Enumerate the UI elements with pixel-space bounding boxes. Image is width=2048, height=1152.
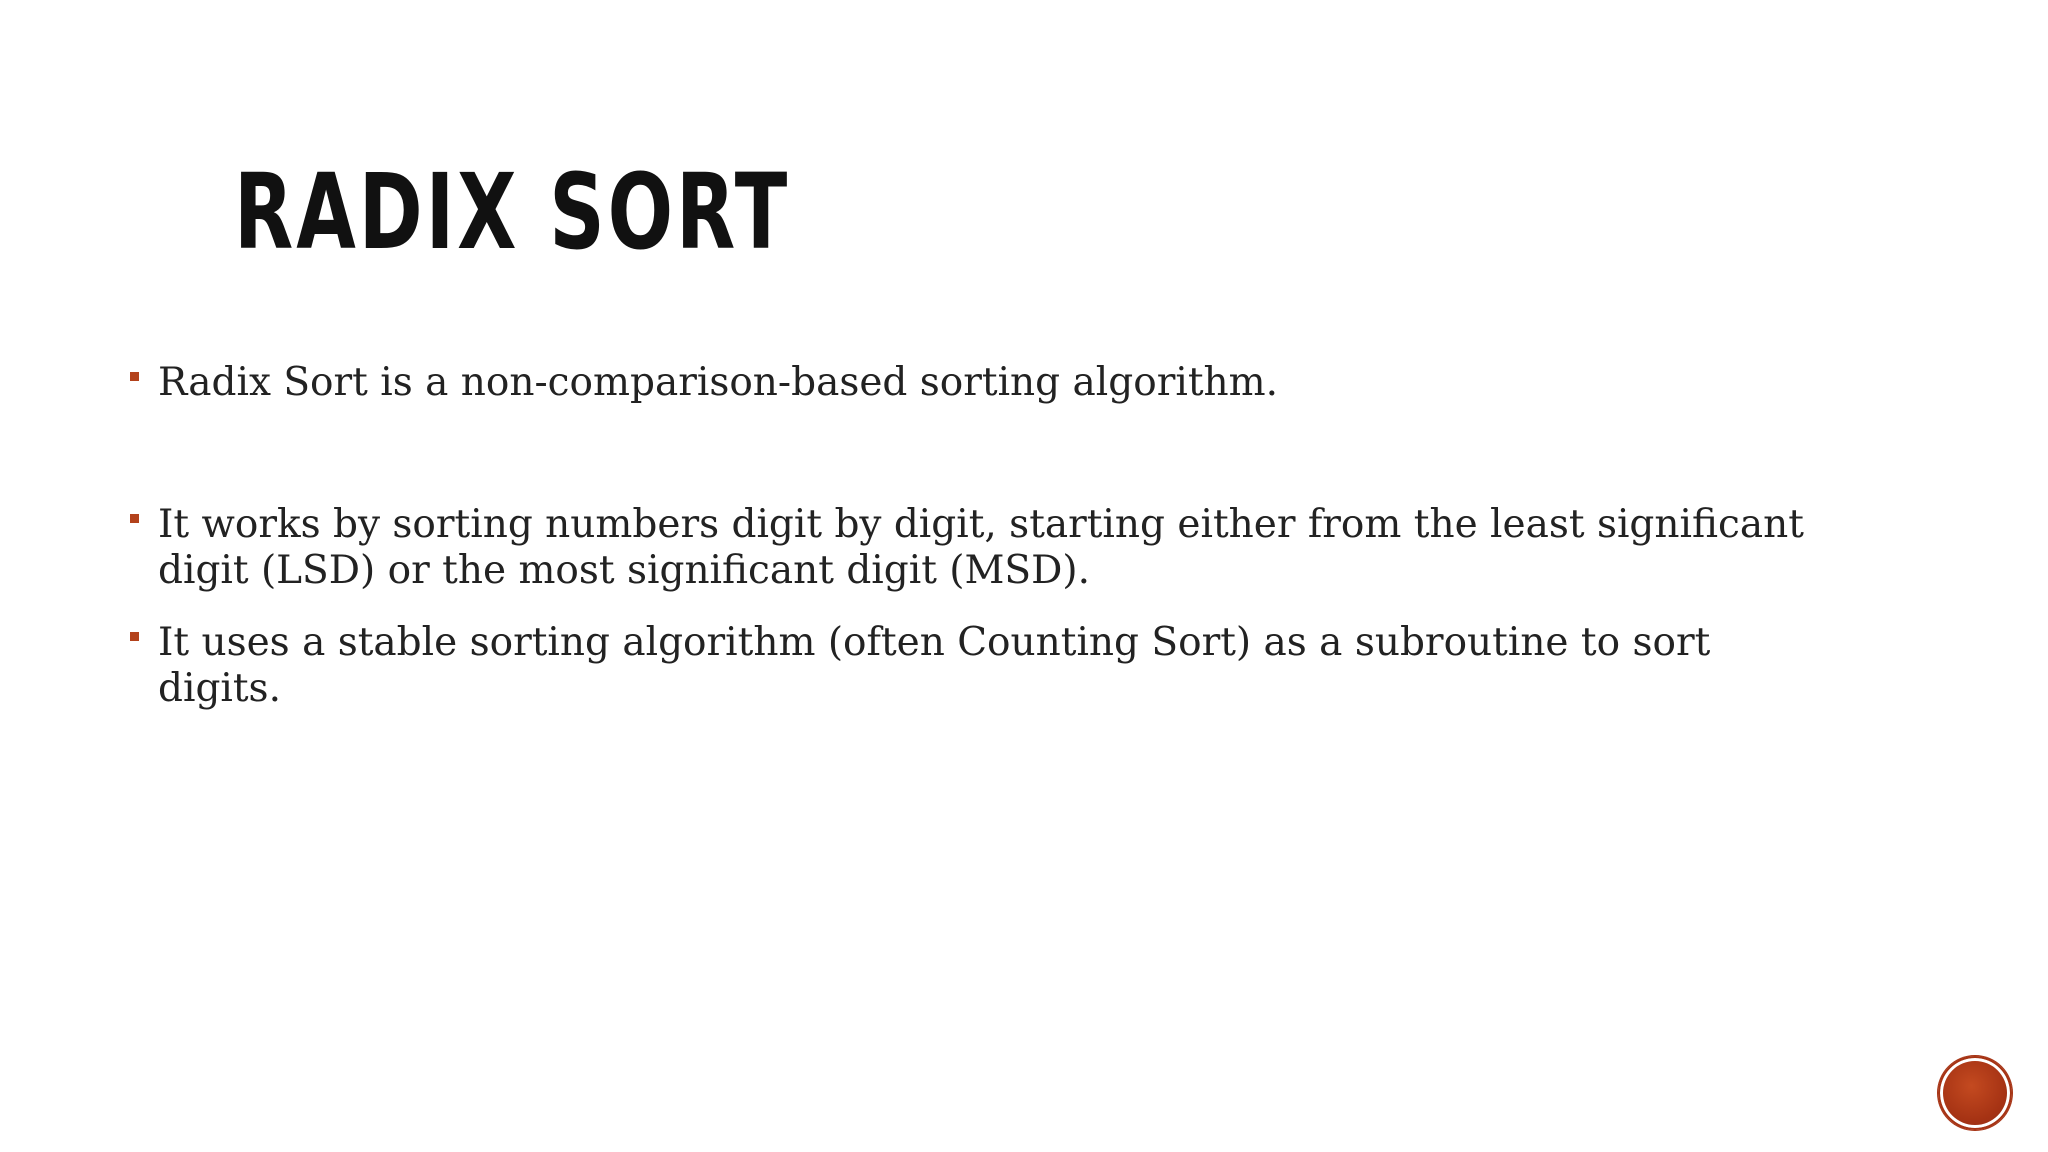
bullet-item — [126, 502, 1826, 594]
bullet-item — [126, 620, 1826, 712]
round-nav-button-icon[interactable] — [1938, 1056, 2012, 1130]
square-bullet-icon — [130, 372, 139, 381]
bullet-list — [126, 360, 1826, 712]
bullet-text: Radix Sort is a non-comparison-based sorting algorithm. — [158, 360, 1278, 405]
bullet-item — [126, 360, 1826, 406]
bullet-text: It uses a stable sorting algorithm (often Counting Sort) as a subroutine to sort digits. — [158, 620, 1711, 711]
square-bullet-icon — [130, 514, 139, 523]
bullet-text: It works by sorting numbers digit by digit, starting either from the least significant digit (LSD) or the most significant digit (MSD). — [158, 502, 1804, 593]
slide-title: RADIX SORT — [234, 151, 791, 273]
square-bullet-icon — [130, 632, 139, 641]
